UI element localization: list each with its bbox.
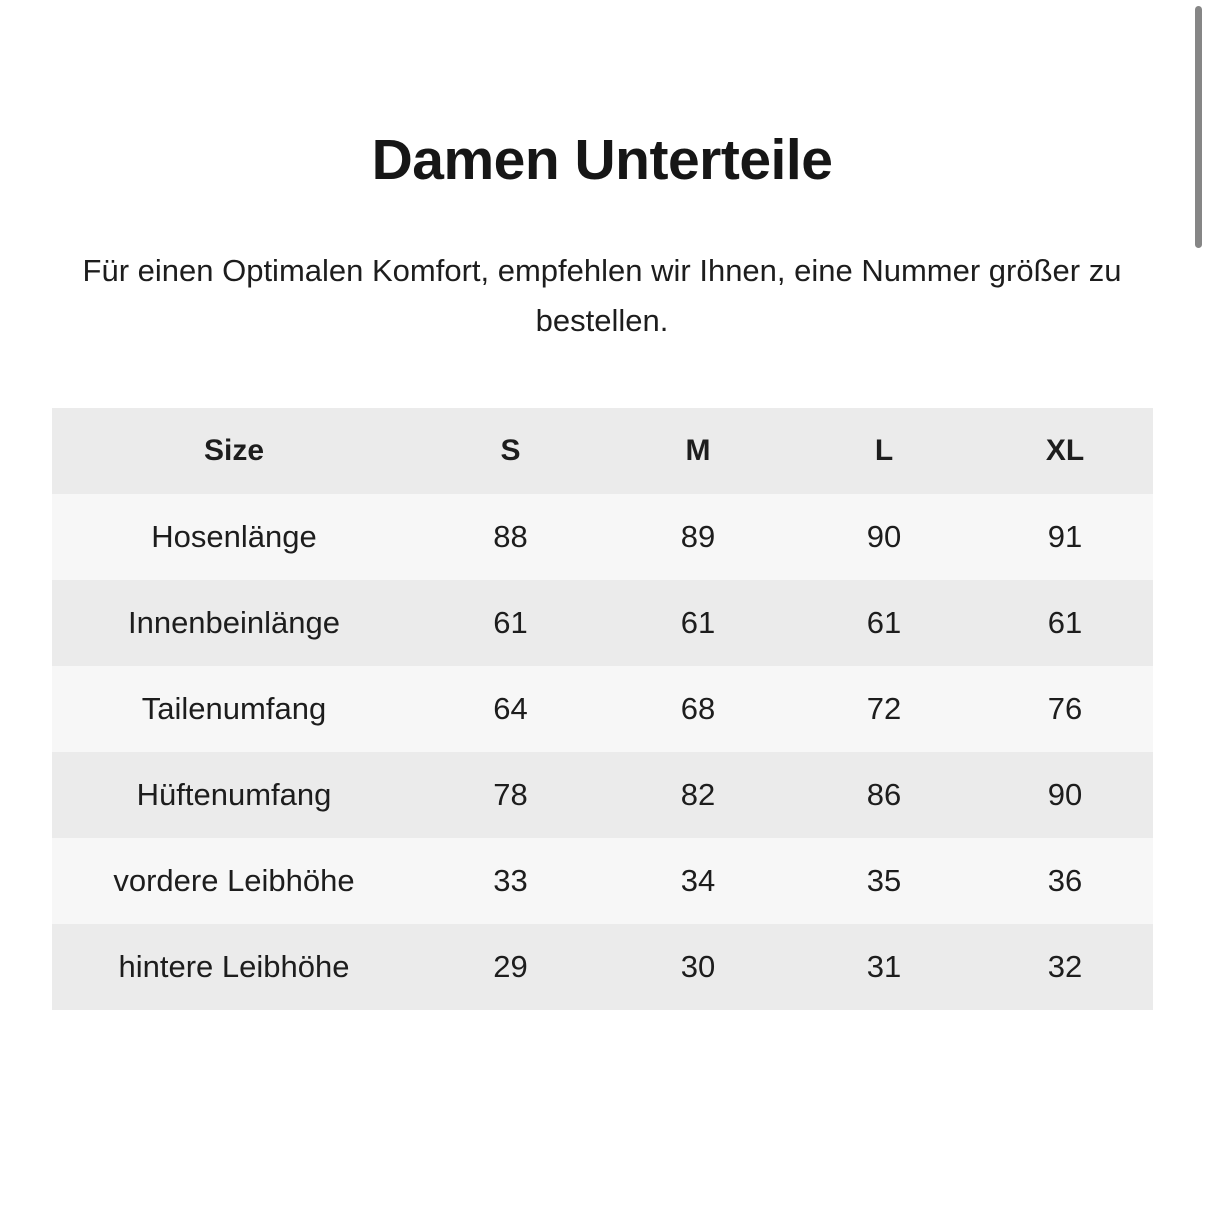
- row-value-l: 72: [791, 666, 977, 752]
- vertical-scrollbar[interactable]: [1192, 0, 1206, 1206]
- row-value-m: 61: [605, 580, 791, 666]
- row-value-s: 61: [416, 580, 605, 666]
- row-value-l: 90: [791, 494, 977, 580]
- page-subtitle: Für einen Optimalen Komfort, empfehlen wir Ihnen, eine Nummer größer zu bestellen.: [82, 252, 1122, 338]
- row-value-s: 78: [416, 752, 605, 838]
- table-header-cell-m: M: [605, 408, 791, 494]
- size-table: [52, 408, 1153, 1010]
- row-value-xl: 91: [977, 494, 1153, 580]
- row-value-xl: 90: [977, 752, 1153, 838]
- row-label: Hüftenumfang: [52, 752, 416, 838]
- row-value-s: 88: [416, 494, 605, 580]
- row-value-m: 82: [605, 752, 791, 838]
- row-value-m: 34: [605, 838, 791, 924]
- row-label: hintere Leibhöhe: [52, 924, 416, 1010]
- row-value-m: 30: [605, 924, 791, 1010]
- table-header-cell-size: Size: [52, 408, 416, 494]
- table-row: [52, 494, 1153, 580]
- row-value-xl: 32: [977, 924, 1153, 1010]
- table-row: [52, 666, 1153, 752]
- table-header-cell-s: S: [416, 408, 605, 494]
- row-label: Hosenlänge: [52, 494, 416, 580]
- row-value-l: 31: [791, 924, 977, 1010]
- scrollbar-thumb[interactable]: [1195, 6, 1202, 248]
- table-header-cell-l: L: [791, 408, 977, 494]
- row-value-xl: 61: [977, 580, 1153, 666]
- table-row: [52, 580, 1153, 666]
- table-header-row: [52, 408, 1153, 494]
- row-value-xl: 76: [977, 666, 1153, 752]
- table-row: [52, 838, 1153, 924]
- row-value-m: 68: [605, 666, 791, 752]
- row-value-s: 33: [416, 838, 605, 924]
- table-row: [52, 924, 1153, 1010]
- row-value-s: 64: [416, 666, 605, 752]
- row-value-l: 86: [791, 752, 977, 838]
- row-label: vordere Leibhöhe: [52, 838, 416, 924]
- row-value-xl: 36: [977, 838, 1153, 924]
- page-title: Damen Unterteile: [371, 128, 833, 192]
- row-value-m: 89: [605, 494, 791, 580]
- row-label: Tailenumfang: [52, 666, 416, 752]
- row-value-l: 61: [791, 580, 977, 666]
- table-row: [52, 752, 1153, 838]
- row-value-s: 29: [416, 924, 605, 1010]
- table-header-cell-xl: XL: [977, 408, 1153, 494]
- row-label: Innenbeinlänge: [52, 580, 416, 666]
- row-value-l: 35: [791, 838, 977, 924]
